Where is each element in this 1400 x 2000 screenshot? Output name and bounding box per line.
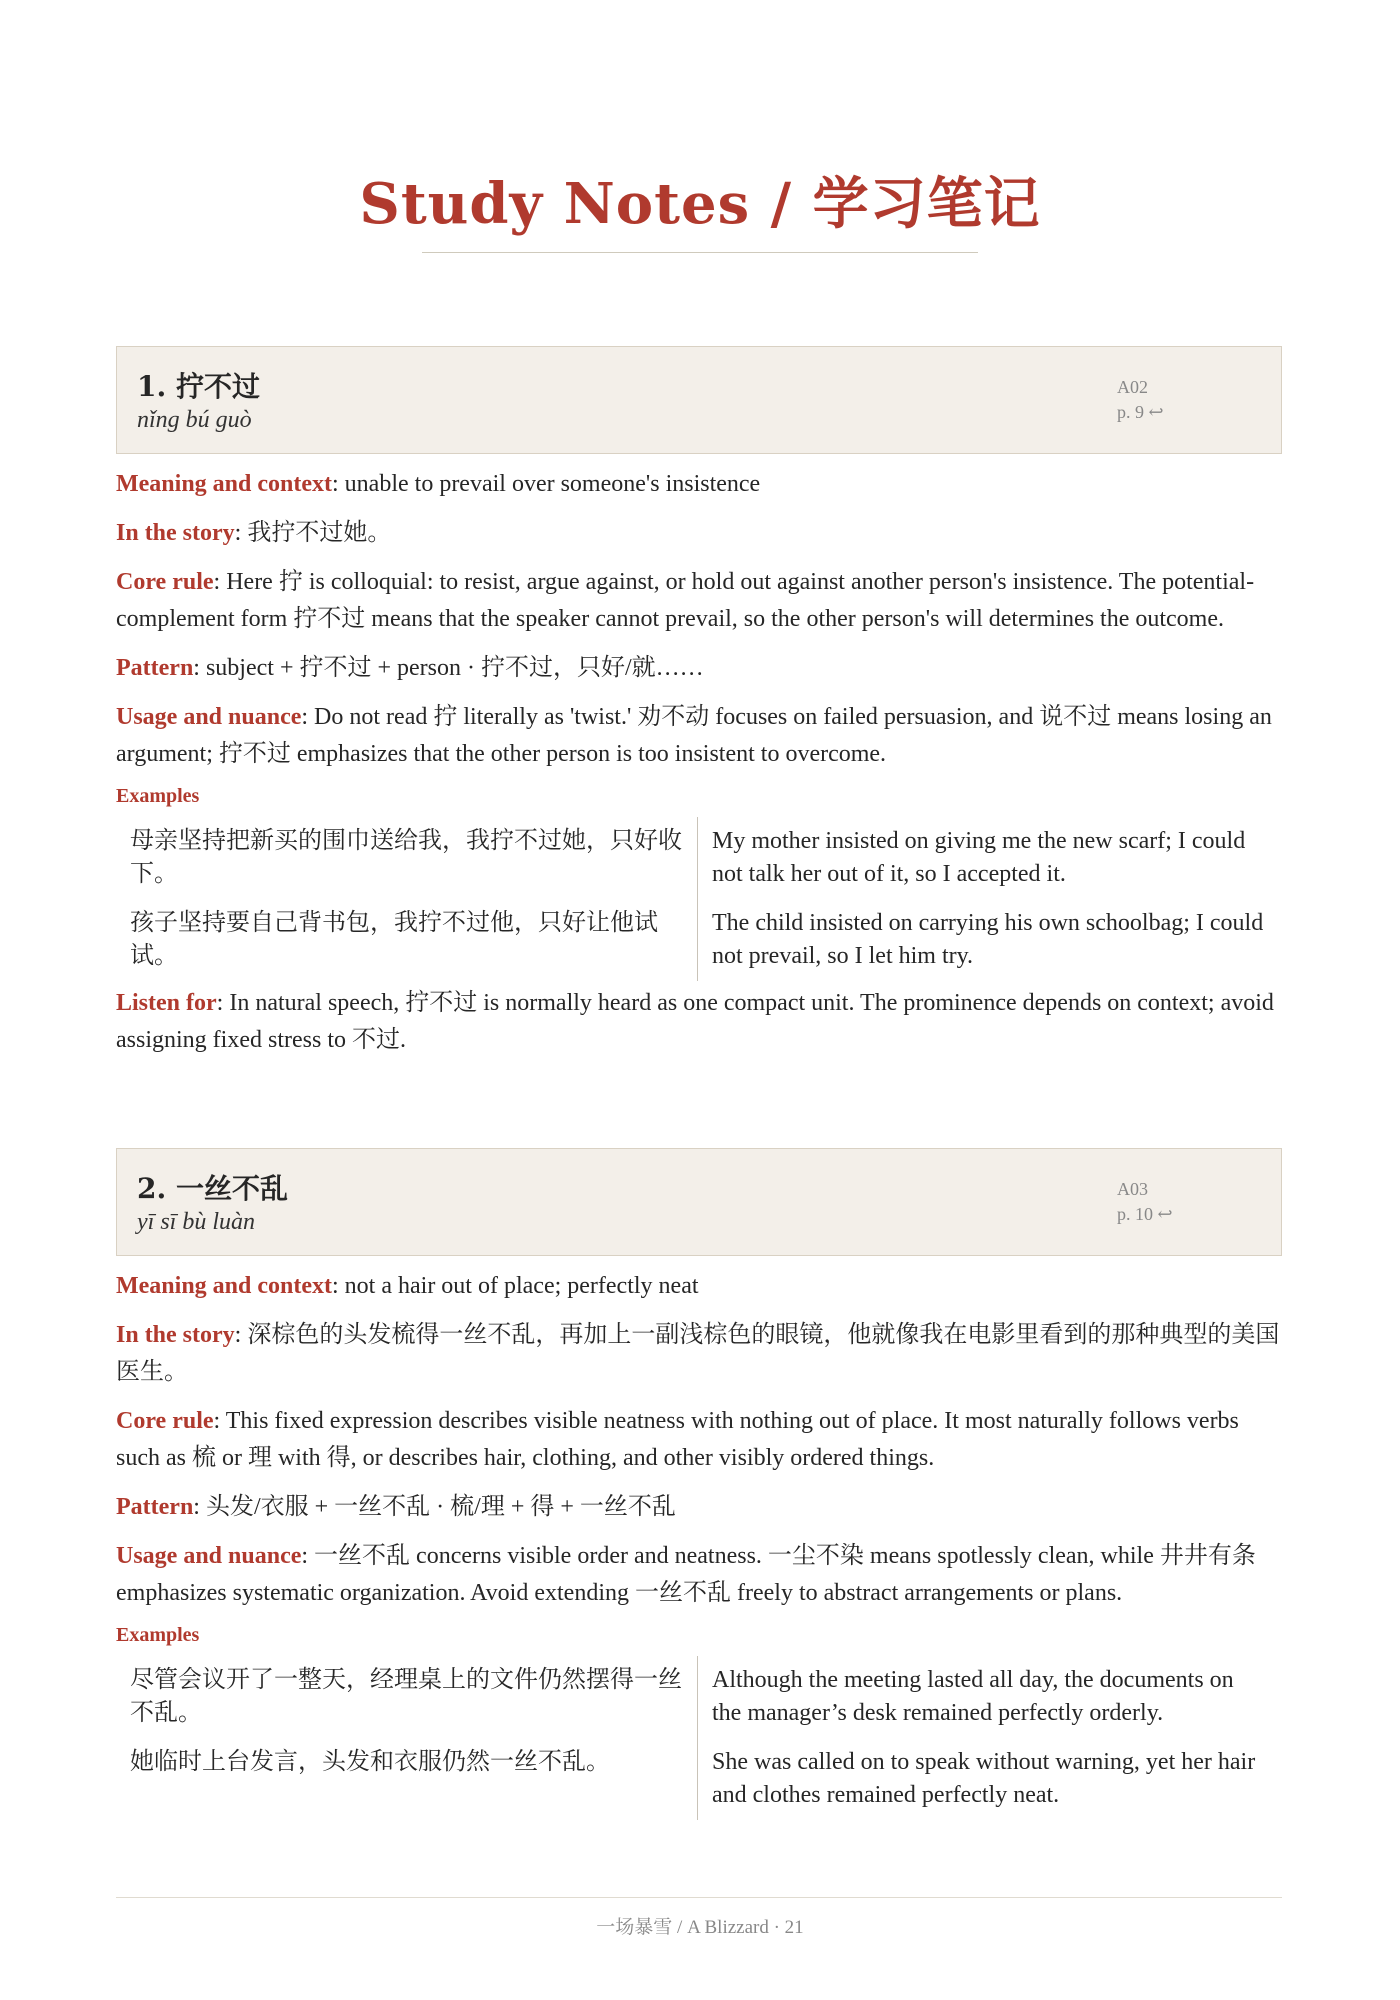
usage-text: 一丝不乱 concerns visible order and neatness. 一尘不染 means spotlessly clean, while 井井有条 emphasizes systematic organization. Avoid extending 一丝不乱 freely to abstract arrangements or plans. [116,1543,1256,1606]
example-row [116,1656,1282,1738]
pattern-text: 头发/衣服 + 一丝不乱 · 梳/理 + 得 + 一丝不乱 [205,1494,676,1520]
example-chinese: 母亲坚持把新买的围巾送给我，我拧不过她，只好收下。 [116,817,698,899]
page-title: Study Notes / 学习笔记 [359,171,1041,237]
meaning-text: not a hair out of place; perfectly neat [344,1273,699,1299]
story-field: In the story: 深棕色的头发梳得一丝不乱，再加上一副浅棕色的眼镜，他就像我在电影里看到的那种典型的美国医生。 [116,1322,1280,1385]
example-english: Although the meeting lasted all day, the documents on the manager’s desk remained perfectly orderly. [712,1667,1234,1726]
example-chinese: 尽管会议开了一整天，经理桌上的文件仍然摆得一丝不乱。 [116,1656,698,1738]
entry-pinyin: nǐng bú guò [137,407,252,433]
entry-card [116,1148,1282,1820]
example-english: The child insisted on carrying his own schoolbag; I could not prevail, so I let him try. [712,910,1264,969]
meaning-label: Meaning and context [116,1273,332,1299]
meaning-text: unable to prevail over someone's insistence [344,471,761,497]
story-label: In the story [116,1322,235,1348]
reference-page-link[interactable]: p. 10 ↩ [1117,1204,1173,1224]
entry-header [116,346,1282,454]
examples-table [116,817,1282,981]
pattern-label: Pattern [116,1494,194,1520]
reference-code: A03 [1117,1179,1148,1199]
story-label: In the story [116,520,235,546]
pattern-field: Pattern: subject + 拧不过 + person · 拧不过，只好/就…… [116,655,704,681]
listen-text: In natural speech, 拧不过 is normally heard as one compact unit. The prominence depends on context; avoid assigning fixed stress to 不过. [116,990,1274,1053]
reference-code: A02 [1117,377,1148,397]
example-chinese: 孩子坚持要自己背书包，我拧不过他，只好让他试试。 [116,899,698,981]
entry-reference [1117,1177,1173,1227]
examples-heading: Examples [116,785,200,807]
entry-reference [1117,375,1164,425]
example-row [116,817,1282,899]
example-chinese: 她临时上台发言，头发和衣服仍然一丝不乱。 [116,1738,698,1820]
usage-label: Usage and nuance [116,1543,302,1569]
example-english: She was called on to speak without warning, yet her hair and clothes remained perfectly neat. [712,1749,1256,1808]
examples-heading: Examples [116,1624,200,1646]
entry-card [116,346,1282,1059]
footer-divider [116,1897,1282,1898]
story-text: 深棕色的头发梳得一丝不乱，再加上一副浅棕色的眼镜，他就像我在电影里看到的那种典型的美国医生。 [116,1322,1280,1385]
rule-text: Here 拧 is colloquial: to resist, argue against, or hold out against another person's insistence. The potential-complement form 拧不过 means that the speaker cannot prevail, so the other person's will determines the outcome. [116,569,1255,632]
example-row [116,899,1282,981]
rule-label: Core rule [116,569,214,595]
story-field: In the story: 我拧不过她。 [116,520,392,546]
entry-pinyin: yī sī bù luàn [137,1209,255,1235]
listen-field: Listen for: In natural speech, 拧不过 is normally heard as one compact unit. The prominence depends on context; avoid assigning fixed stress to 不过. [116,990,1274,1053]
meaning-field: Meaning and context: not a hair out of place; perfectly neat [116,1273,699,1299]
usage-field: Usage and nuance: Do not read 拧 literally as 'twist.' 劝不动 focuses on failed persuasion, and 说不过 means losing an argument; 拧不过 emphasizes that the other person is too insistent to overcome. [116,704,1272,767]
entry-header [116,1148,1282,1256]
rule-field: Core rule: This fixed expression describes visible neatness with nothing out of place. It most naturally follows verbs such as 梳 or 理 with 得, or describes hair, clothing, and other visibly ordered things. [116,1408,1239,1471]
usage-text: Do not read 拧 literally as 'twist.' 劝不动 focuses on failed persuasion, and 说不过 means losing an argument; 拧不过 emphasizes that the other person is too insistent to overcome. [116,704,1272,767]
listen-label: Listen for [116,990,217,1016]
rule-label: Core rule [116,1408,214,1434]
example-english: My mother insisted on giving me the new scarf; I could not talk her out of it, so I accepted it. [712,828,1246,887]
reference-page-link[interactable]: p. 9 ↩ [1117,402,1164,422]
meaning-field: Meaning and context: unable to prevail over someone's insistence [116,471,761,497]
usage-label: Usage and nuance [116,704,302,730]
title-divider [422,252,978,253]
entry-heading: 2. 一丝不乱 [137,1172,288,1205]
entry-heading: 1. 拧不过 [137,370,260,403]
usage-field: Usage and nuance: 一丝不乱 concerns visible order and neatness. 一尘不染 means spotlessly clean, while 井井有条 emphasizes systematic organization. Avoid extending 一丝不乱 freely to abstract arrangements or plans. [116,1543,1256,1606]
example-row [116,1738,1282,1820]
pattern-label: Pattern [116,655,194,681]
rule-field: Core rule: Here 拧 is colloquial: to resist, argue against, or hold out against another person's insistence. The potential-complement form 拧不过 means that the speaker cannot prevail, so the other person's will determines the outcome. [116,569,1255,632]
pattern-text: subject + 拧不过 + person · 拧不过，只好/就…… [205,655,704,681]
story-text: 我拧不过她。 [247,520,392,546]
rule-text: This fixed expression describes visible neatness with nothing out of place. It most naturally follows verbs such as 梳 or 理 with 得, or describes hair, clothing, and other visibly ordered things. [116,1408,1239,1471]
meaning-label: Meaning and context [116,471,332,497]
examples-table [116,1656,1282,1820]
pattern-field: Pattern: 头发/衣服 + 一丝不乱 · 梳/理 + 得 + 一丝不乱 [116,1494,676,1520]
page-footer: 一场暴雪 / A Blizzard · 21 [596,1917,804,1938]
